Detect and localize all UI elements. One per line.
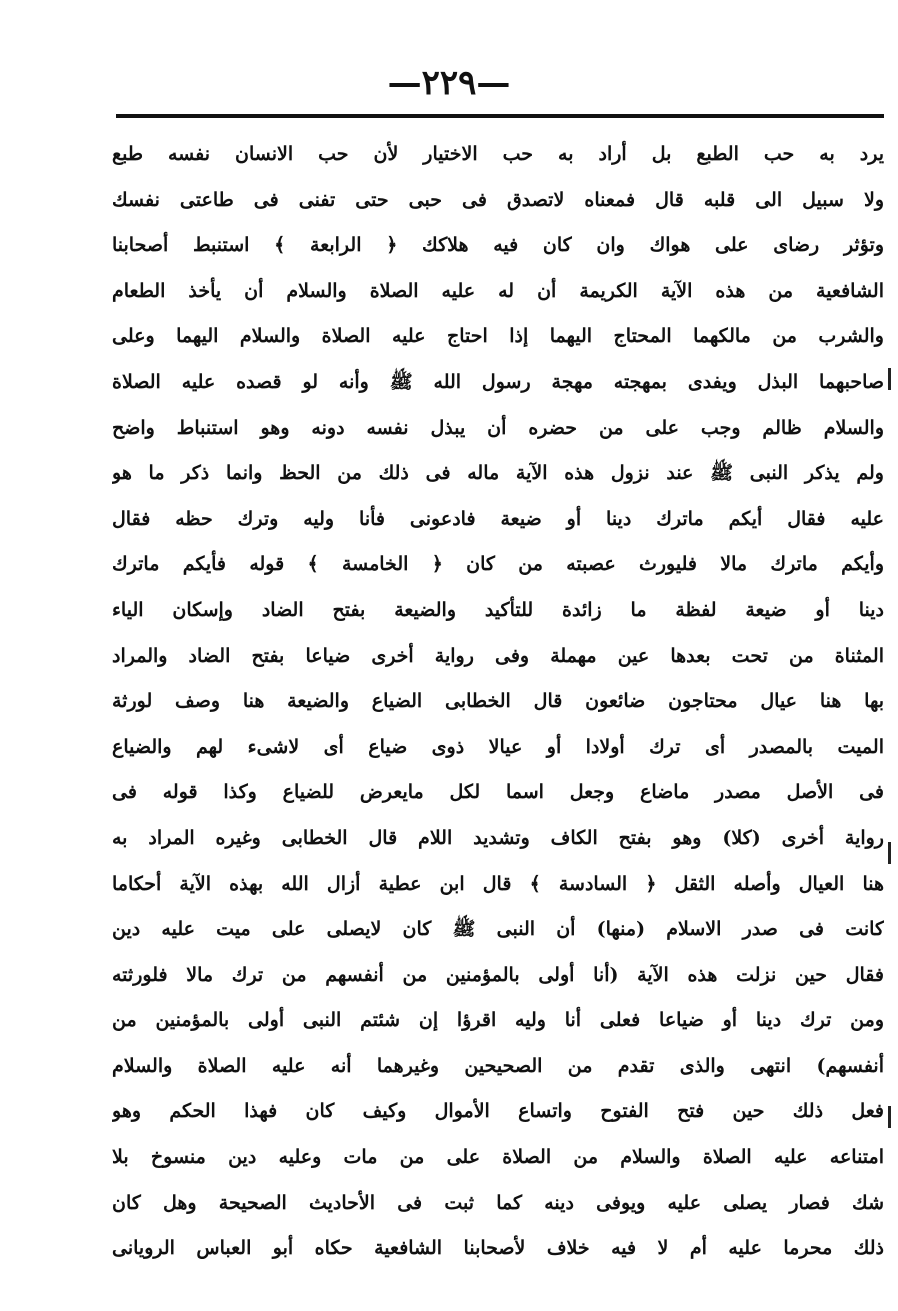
- text-line: عليه فقال أيكم ماترك دينا أو ضيعة فادعونى فأنا وليه وترك حظه فقال: [112, 507, 884, 530]
- text-line: وأيكم ماترك مالا فليورث عصبته من كان ﴿ الخامسة ﴾ قوله فأيكم ماترك: [112, 553, 884, 576]
- text-line: صاحبهما البذل ويفدى بمهجته مهجة رسول الله ﷺ وأنه لو قصده عليه الصلاة: [112, 370, 884, 393]
- text-line: ومن ترك دينا أو ضياعا فعلى أنا وليه اقرؤا إن شئتم النبى أولى بالمؤمنين من: [112, 1009, 884, 1032]
- text-line: فقال حين نزلت هذه الآية (أنا أولى بالمؤمنين من أنفسهم من ترك مالا فلورثته: [112, 963, 884, 986]
- text-line: والشرب من مالكهما المحتاج اليهما إذا احتاج عليه الصلاة والسلام اليهما وعلى: [112, 325, 884, 348]
- text-line: والسلام ظالم وجب على من حضره أن يبذل نفسه دونه وهو استنباط واضح: [112, 416, 884, 439]
- text-line: الميت بالمصدر أى ترك أولادا أو عيالا ذوى ضياع أى لاشىء لهم والضياع: [112, 735, 884, 758]
- header-rule: [116, 114, 884, 118]
- page-number: —٢٢٩—: [387, 63, 511, 103]
- margin-mark: [888, 368, 891, 390]
- text-line: كانت فى صدر الاسلام (منها) أن النبى ﷺ كان لايصلى على ميت عليه دين: [112, 918, 884, 941]
- text-line: رواية أخرى (كلا) وهو بفتح الكاف وتشديد اللام قال الخطابى وغيره المراد به: [112, 826, 884, 849]
- text-line: ذلك محرما عليه أم لا فيه خلاف لأصحابنا الشافعية حكاه أبو العباس الرويانى: [112, 1237, 884, 1260]
- text-line: أنفسهم) انتهى والذى تقدم من الصحيحين وغيرهما أنه عليه الصلاة والسلام: [112, 1054, 884, 1077]
- margin-mark: [888, 1106, 891, 1128]
- text-line: ولا سبيل الى قلبه قال فمعناه لاتصدق فى حبى حتى تفنى فى طاعتى نفسك: [112, 188, 884, 211]
- text-line: المثناة من تحت بعدها عين مهملة وفى رواية أخرى ضياعا بفتح الضاد والمراد: [112, 644, 884, 667]
- text-line: هنا العيال وأصله الثقل ﴿ السادسة ﴾ قال ابن عطية أزال الله بهذه الآية أحكاما: [112, 872, 884, 895]
- text-line: يرد به حب الطبع بل أراد به حب الاختيار لأن حب الانسان نفسه طبع: [112, 143, 884, 165]
- text-line: الشافعية من هذه الآية الكريمة أن له عليه الصلاة والسلام أن يأخذ الطعام: [112, 279, 884, 302]
- text-line: بها هنا عيال محتاجون ضائعون قال الخطابى الضياع والضيعة هنا وصف لورثة: [112, 690, 884, 713]
- text-line: شك فصار يصلى عليه ويوفى دينه كما ثبت فى الأحاديث الصحيحة وهل كان: [112, 1191, 884, 1214]
- text-line: فعل ذلك حين فتح الفتوح واتساع الأموال وكيف كان فهذا الحكم وهو: [112, 1100, 884, 1123]
- text-line: امتناعه عليه الصلاة والسلام من الصلاة على من مات وعليه دين منسوخ بلا: [112, 1146, 884, 1169]
- margin-mark: [888, 842, 891, 864]
- text-line: ولم يذكر النبى ﷺ عند نزول هذه الآية ماله فى ذلك من الحظ وانما ذكر ما هو: [112, 462, 884, 485]
- text-line: وتؤثر رضاى على هواك وان كان فيه هلاكك ﴿ الرابعة ﴾ استنبط أصحابنا: [112, 234, 884, 257]
- text-line: دينا أو ضيعة لفظة ما زائدة للتأكيد والضيعة بفتح الضاد وإسكان الياء: [112, 598, 884, 621]
- body-text: [112, 132, 884, 1272]
- text-line: فى الأصل مصدر ماضاع وجعل اسما لكل مايعرض للضياع وكذا قوله فى: [112, 781, 884, 804]
